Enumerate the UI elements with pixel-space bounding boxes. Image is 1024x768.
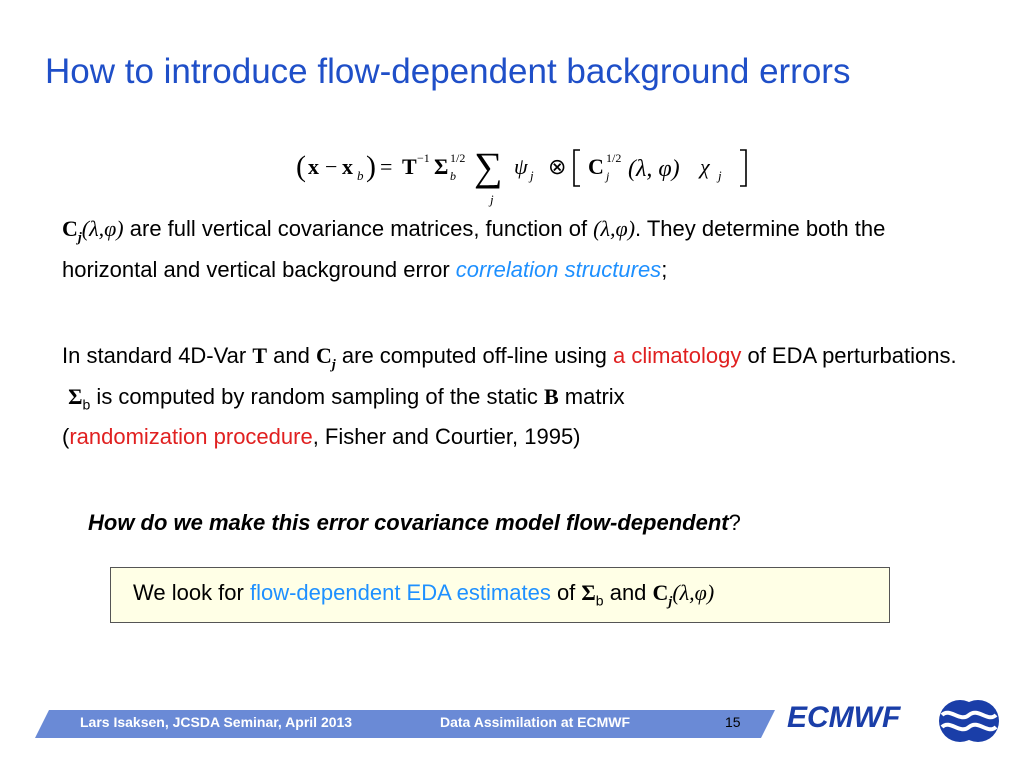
footer-topic: Data Assimilation at ECMWF <box>440 714 631 730</box>
page-title: How to introduce flow-dependent background errors <box>45 52 851 91</box>
ecmwf-logo-icon <box>936 697 1002 745</box>
svg-text:−: − <box>325 154 338 179</box>
ecmwf-logo-text: ECMWF <box>787 701 901 734</box>
highlight-randomization: randomization procedure <box>69 423 313 449</box>
highlight-correlation-structures: correlation structures <box>455 257 662 283</box>
highlight-climatology: a climatology <box>612 343 742 368</box>
svg-text:j: j <box>606 169 610 183</box>
svg-text:x: x <box>308 154 319 179</box>
svg-text:1/2: 1/2 <box>450 151 466 165</box>
svg-text:χ: χ <box>700 154 710 179</box>
svg-text:T: T <box>402 154 417 179</box>
svg-text:⊗: ⊗ <box>548 154 567 179</box>
svg-text:C: C <box>588 154 604 179</box>
page-number: 15 <box>725 714 741 730</box>
svg-text:ψ: ψ <box>514 154 528 179</box>
svg-text:j: j <box>490 192 494 207</box>
footer-author: Lars Isaksen, JCSDA Seminar, April 2013 <box>80 714 353 730</box>
highlight-eda-estimates: flow-dependent EDA estimates <box>249 580 551 605</box>
svg-text:x: x <box>342 154 353 179</box>
svg-text:1/2: 1/2 <box>606 151 622 165</box>
svg-text:=: = <box>380 154 393 179</box>
svg-text:−1: −1 <box>417 151 430 165</box>
formula <box>292 140 762 210</box>
svg-text:j: j <box>530 168 534 183</box>
paragraph-4dvar: In standard 4D-Var T and $C_j$ are computed off-line using a climatology of EDA perturbations. $\Sigma_b$ is computed by random sampling of the static B matrix (randomization procedure, Fisher and Courtier, 1995) <box>62 343 957 449</box>
svg-text:∑: ∑ <box>474 144 503 189</box>
svg-text:j: j <box>718 168 722 183</box>
svg-text:(: ( <box>296 150 306 183</box>
svg-text:(λ, φ): (λ, φ) <box>628 156 680 182</box>
svg-text:Σ: Σ <box>434 154 449 179</box>
svg-text:b: b <box>450 169 456 183</box>
paragraph-covariance: $C_j(\lambda,\varphi)$ are full vertical covariance matrices, function of (λ,φ). They determine both the horizontal and vertical background error correlation structures; <box>62 216 886 283</box>
svg-text:): ) <box>366 150 376 183</box>
key-question: How do we make this error covariance model flow-dependent? <box>88 510 741 535</box>
conclusion-box: We look for flow-dependent EDA estimates of $\Sigma_b$ and $C_j(\lambda,\varphi)$ <box>110 567 890 623</box>
svg-text:b: b <box>357 168 364 183</box>
